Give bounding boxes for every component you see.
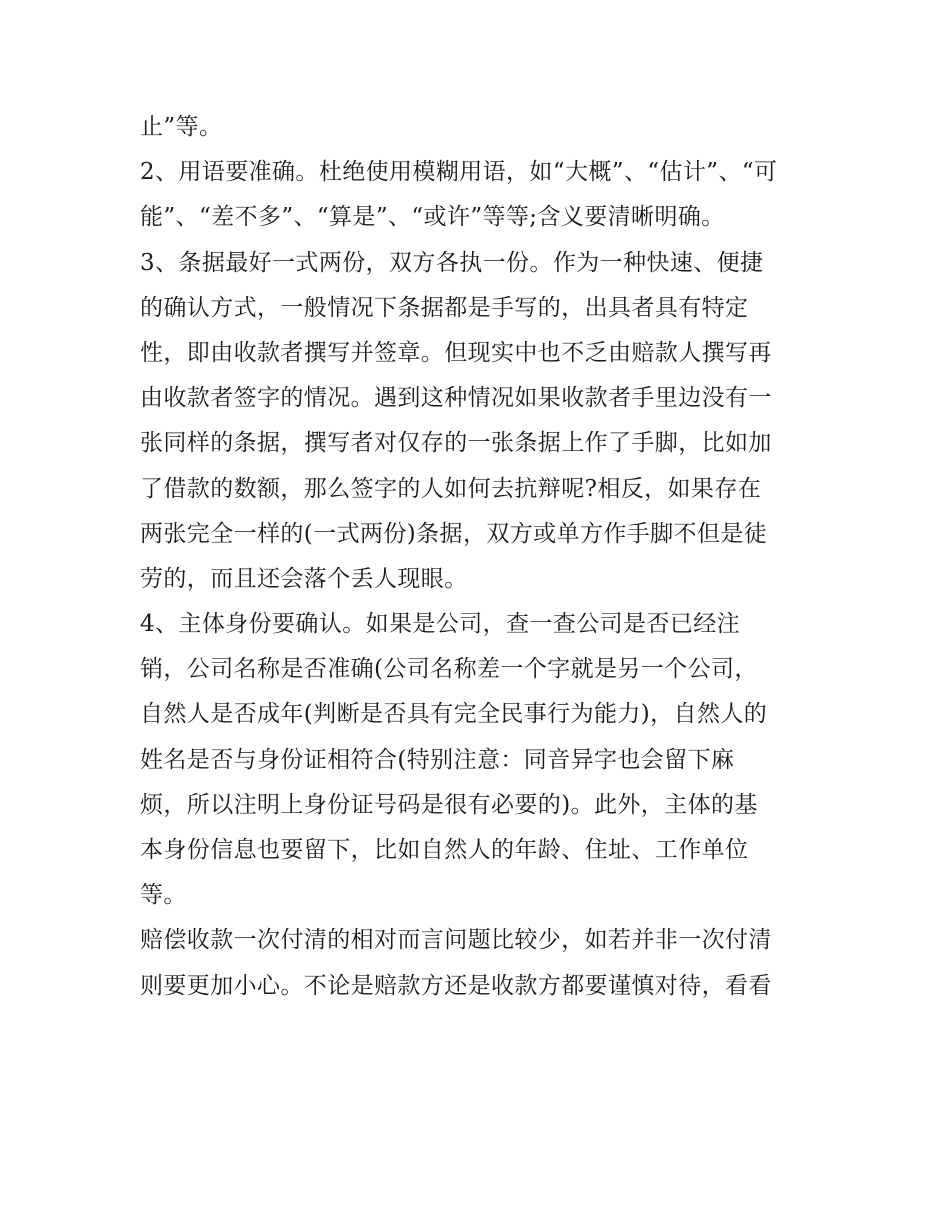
text-line: 销，公司名称是否准确(公司名称差一个字就是另一个公司，: [140, 656, 758, 683]
text-line: 烦，所以注明上身份证号码是很有必要的)。此外，主体的基: [140, 791, 758, 818]
text-line: 2、用语要准确。杜绝使用模糊用语，如“大概”、“估计”、“可: [140, 159, 778, 186]
text-line: 两张完全一样的(一式两份)条据，双方或单方作手脚不但是徒: [140, 520, 768, 547]
text-line: 本身份信息也要留下，比如自然人的年龄、住址、工作单位: [140, 837, 749, 863]
text-line: 姓名是否与身份证相符合(特别注意：同音异字也会留下麻: [140, 746, 735, 773]
text-line: 张同样的条据，撰写者对仅存的一张条据上作了手脚，比如加: [140, 430, 772, 457]
text-line: 的确认方式，一般情况下条据都是手写的，出具者具有特定: [140, 294, 749, 321]
text-line: 等。: [140, 882, 187, 909]
text-line: 止”等。: [140, 114, 223, 140]
text-line: 劳的，而且还会落个丢人现眼。: [140, 565, 468, 592]
text-line: 了借款的数额，那么签字的人如何去抗辩呢?相反，如果存在: [140, 475, 762, 502]
text-line: 能”、“差不多”、“算是”、“或许”等等;含义要清晰明确。: [140, 204, 725, 231]
text-line: 赔偿收款一次付清的相对而言问题比较少，如若并非一次付清: [140, 927, 772, 954]
text-line: 性，即由收款者撰写并签章。但现实中也不乏由赔款人撰写再: [140, 339, 772, 366]
text-line: 自然人是否成年(判断是否具有完全民事行为能力)，自然人的: [140, 701, 768, 728]
text-line: 由收款者签字的情况。遇到这种情况如果收款者手里边没有一: [140, 385, 772, 412]
text-line: 则要更加小心。不论是赔款方还是收款方都要谨慎对待，看看: [140, 972, 772, 999]
document-body: [140, 105, 830, 1009]
text-line: 4、主体身份要确认。如果是公司，查一查公司是否已经注: [140, 611, 741, 638]
text-line: 3、条据最好一式两份，双方各执一份。作为一种快速、便捷: [140, 249, 764, 276]
